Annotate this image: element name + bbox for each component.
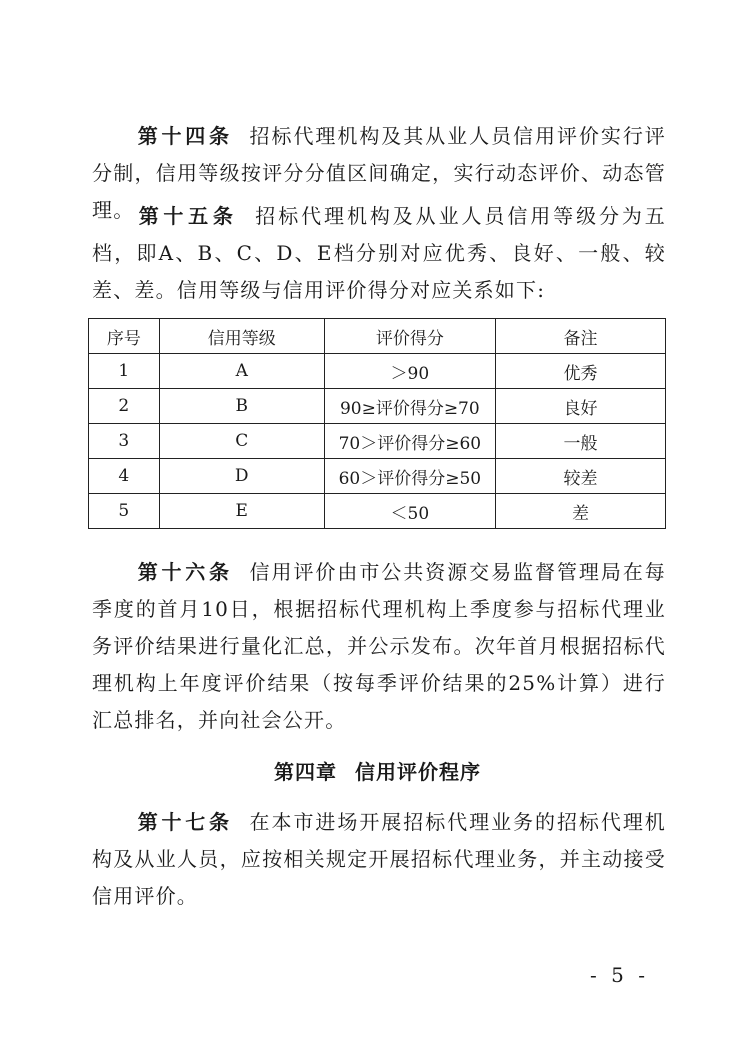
cell-remark: 良好 (495, 389, 665, 424)
article-14-text: 招标代理机构及其从业人员信用评价实行评分制，信用等级按评分分值区间确定，实行动态评价、动态管理。 (92, 124, 666, 222)
cell-index: 2 (89, 389, 160, 424)
article-16-label: 第十六条 (137, 560, 233, 584)
cell-index: 4 (89, 459, 160, 494)
cell-remark: 较差 (495, 459, 665, 494)
article-15-label: 第十五条 (137, 204, 238, 228)
cell-grade: D (159, 459, 324, 494)
cell-score: ＞90 (324, 354, 495, 389)
chapter-number: 第四章 (274, 760, 337, 784)
cell-grade: A (159, 354, 324, 389)
article-17-text: 在本市进场开展招标代理业务的招标代理机构及从业人员，应按相关规定开展招标代理业务，并主动接受信用评价。 (92, 810, 666, 908)
table-row (89, 424, 666, 459)
article-14-label: 第十四条 (137, 124, 233, 148)
cell-score: 90≥评价得分≥70 (324, 389, 495, 424)
cell-grade: E (159, 494, 324, 529)
cell-index: 1 (89, 354, 160, 389)
cell-index: 3 (89, 424, 160, 459)
cell-remark: 差 (495, 494, 665, 529)
table-header-row (89, 319, 666, 354)
article-16-text: 信用评价由市公共资源交易监督管理局在每季度的首月10日，根据招标代理机构上季度参与招标代理业务评价结果进行量化汇总，并公示发布。次年首月根据招标代理机构上年度评价结果（按每季评价结果的25%计算）进行汇总排名，并向社会公开。 (92, 560, 666, 732)
table-row (89, 354, 666, 389)
cell-index: 5 (89, 494, 160, 529)
credit-grade-table (88, 318, 666, 529)
article-15-text: 招标代理机构及从业人员信用等级分为五档，即A、B、C、D、E档分别对应优秀、良好、一般、较差、差。信用等级与信用评价得分对应关系如下: (92, 204, 667, 302)
chapter-heading (0, 756, 755, 785)
table-row (89, 389, 666, 424)
cell-grade: B (159, 389, 324, 424)
article-17-label: 第十七条 (137, 810, 233, 834)
header-remark: 备注 (495, 319, 665, 354)
header-index: 序号 (89, 319, 160, 354)
table-row (89, 494, 666, 529)
table-row (89, 459, 666, 494)
header-grade: 信用等级 (159, 319, 324, 354)
cell-score: 70＞评价得分≥60 (324, 424, 495, 459)
article-15 (92, 198, 666, 309)
cell-remark: 优秀 (495, 354, 665, 389)
cell-grade: C (159, 424, 324, 459)
article-16 (92, 554, 666, 739)
header-score: 评价得分 (324, 319, 495, 354)
page-number: - 5 - (590, 963, 649, 987)
article-17 (92, 804, 666, 915)
chapter-title: 信用评价程序 (355, 760, 481, 784)
cell-score: ＜50 (324, 494, 495, 529)
cell-score: 60＞评价得分≥50 (324, 459, 495, 494)
cell-remark: 一般 (495, 424, 665, 459)
